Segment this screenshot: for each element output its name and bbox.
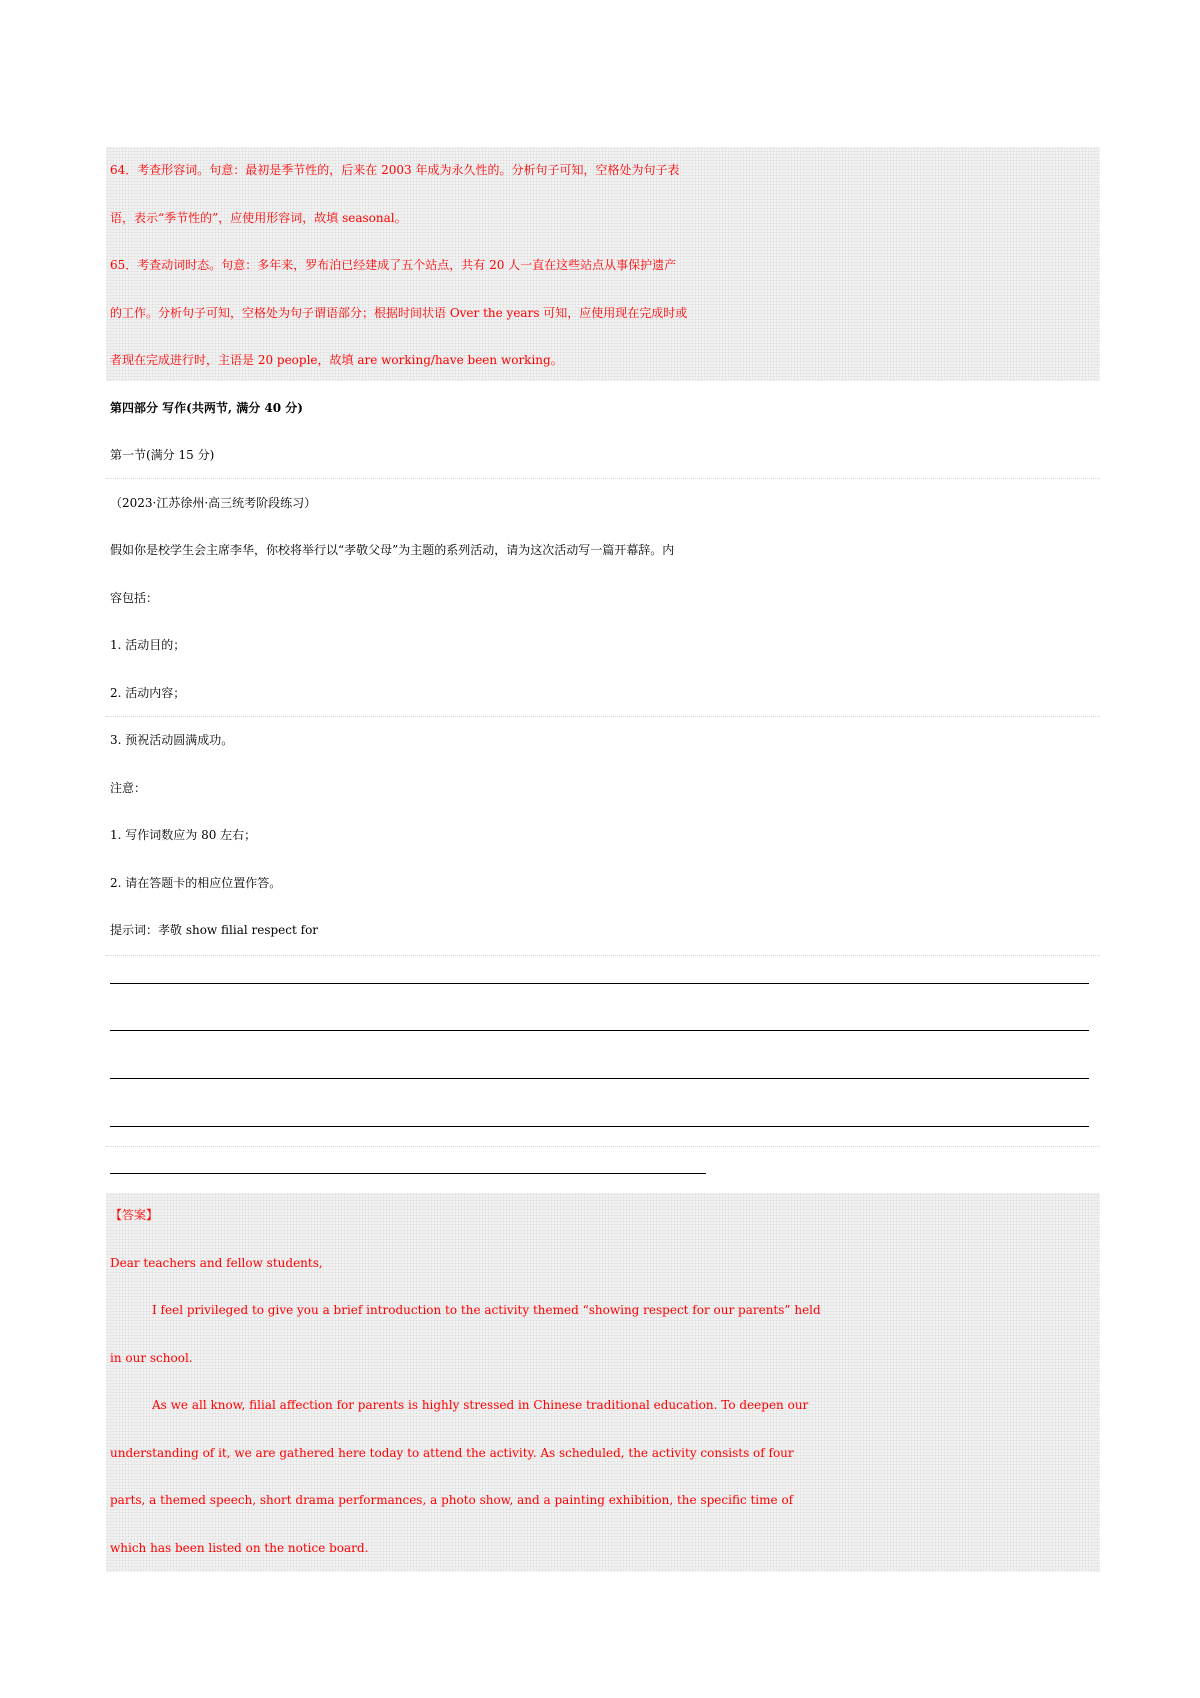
- answer-paragraph-2-line-3: parts, a themed speech, short drama performances, a photo show, and a painting exhibition, the specific time of: [110, 1493, 794, 1507]
- prompt-line-1: 假如你是校学生会主席李华，你校将举行以“孝敬父母”为主题的系列活动，请为这次活动写一篇开幕辞。内: [110, 543, 675, 557]
- dotted-separator: [106, 1146, 1100, 1147]
- note-item: 2. 请在答题卡的相应位置作答。: [110, 876, 282, 890]
- prompt-item: 3. 预祝活动圆满成功。: [110, 733, 234, 747]
- answer-blank-line[interactable]: [110, 1173, 706, 1174]
- section-subheading: 第一节(满分 15 分): [110, 448, 215, 462]
- hint-words: 提示词：孝敬 show filial respect for: [110, 923, 319, 937]
- answer-paragraph-2-line-4: which has been listed on the notice board.: [110, 1541, 369, 1555]
- notes-label: 注意：: [110, 781, 147, 795]
- answer-paragraph-2-line-2: understanding of it, we are gathered here today to attend the activity. As scheduled, the activity consists of four: [110, 1446, 794, 1460]
- answer-greeting: Dear teachers and fellow students,: [110, 1256, 323, 1270]
- question-source: （2023·江苏徐州·高三统考阶段练习）: [110, 496, 317, 510]
- q64-analysis-line-1: 64．考查形容词。句意：最初是季节性的，后来在 2003 年成为永久性的。分析句子可知，空格处为句子表: [110, 163, 680, 177]
- answer-blank-line[interactable]: [110, 1030, 1089, 1031]
- answer-label: 【答案】: [110, 1208, 159, 1222]
- answer-paragraph-2-line-1: As we all know, filial affection for parents is highly stressed in Chinese traditional education. To deepen our: [152, 1398, 809, 1412]
- answer-blank-line[interactable]: [110, 1078, 1089, 1079]
- note-item: 1. 写作词数应为 80 左右；: [110, 828, 257, 842]
- q65-analysis-line-1: 65．考查动词时态。句意：多年来，罗布泊已经建成了五个站点，共有 20 人一直在这些站点从事保护遗产: [110, 258, 677, 272]
- q65-analysis-line-2: 的工作。分析句子可知，空格处为句子谓语部分；根据时间状语 Over the years 可知，应使用现在完成时或: [110, 306, 688, 320]
- answer-paragraph-1-line-2: in our school.: [110, 1351, 193, 1365]
- section-heading: 第四部分 写作(共两节, 满分 40 分): [110, 401, 303, 415]
- q65-analysis-line-3: 者现在完成进行时，主语是 20 people，故填 are working/have been working。: [110, 353, 563, 367]
- q64-analysis-line-2: 语，表示“季节性的”，应使用形容词，故填 seasonal。: [110, 211, 407, 225]
- answer-blank-line[interactable]: [110, 983, 1089, 984]
- dotted-separator: [106, 716, 1100, 717]
- answer-blank-line[interactable]: [110, 1126, 1089, 1127]
- answer-paragraph-1-line-1: I feel privileged to give you a brief introduction to the activity themed “showing respect for our parents” held: [152, 1303, 821, 1317]
- dotted-separator: [106, 955, 1100, 956]
- prompt-item: 1. 活动目的；: [110, 638, 186, 652]
- prompt-item: 2. 活动内容；: [110, 686, 186, 700]
- prompt-line-2: 容包括：: [110, 591, 159, 605]
- dotted-separator: [106, 478, 1100, 479]
